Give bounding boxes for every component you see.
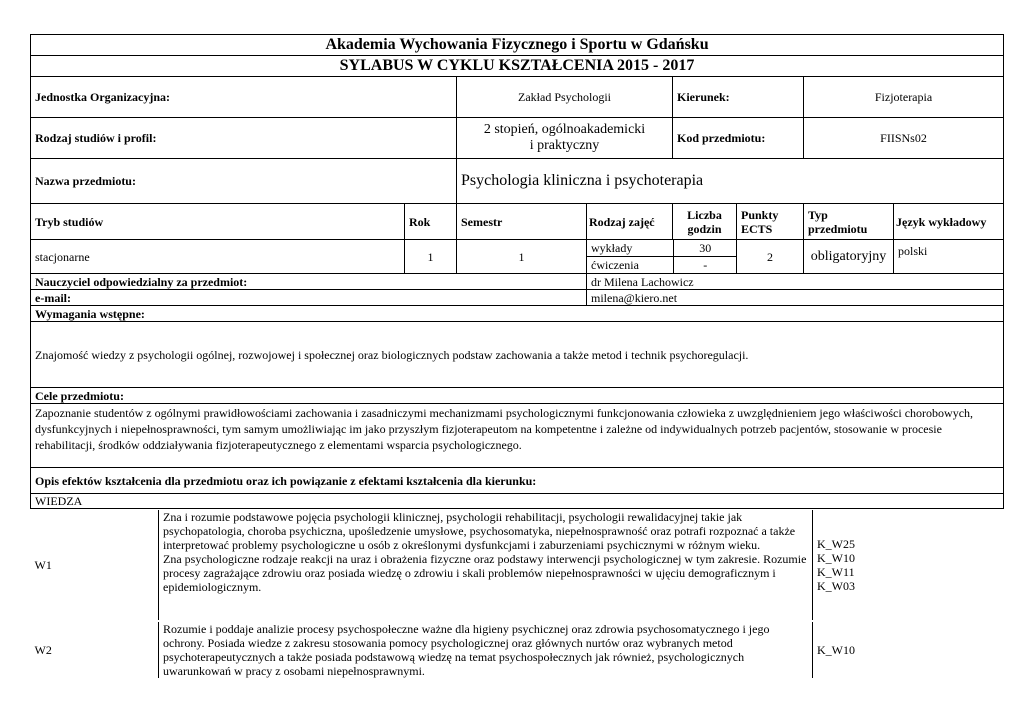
semester-value: 1 [457,240,587,274]
subject-type-value: obligatoryjny [804,240,894,274]
syllabus-page [30,34,1003,679]
teacher-value: dr Milena Lachowicz [587,274,1004,290]
teacher-label: Nauczyciel odpowiedzialny za przedmiot: [31,274,587,290]
hours-header: Liczba godzin [673,204,737,240]
outcome-code: K_W10 [817,642,856,657]
ects-header: Punkty ECTS [737,204,804,240]
prerequisites-label: Wymagania wstępne: [31,306,1004,322]
code-value: FIISNs02 [804,118,1004,159]
subject-type-header: Typ przedmiotu [804,204,894,240]
classes-cell [587,240,737,274]
table-row [31,622,1004,678]
outcome-table-w1 [31,510,1004,620]
class-type: ćwiczenia [591,258,639,272]
institution-title: Akademia Wychowania Fizycznego i Sportu w Gdańsku [31,35,1004,56]
syllabus-title: SYLABUS W CYKLU KSZTAŁCENIA 2015 - 2017 [31,56,1004,77]
table-row [31,510,1004,620]
semester-header: Semestr [457,204,587,240]
class-row [587,240,737,257]
code-label: Kod przedmiotu: [673,118,804,159]
class-hours: 30 [673,240,737,257]
outcome-code: K_W10 [817,550,856,565]
year-value: 1 [405,240,457,274]
outcome-text: Rozumie i poddaje analizie procesy psychospołeczne ważne dla higieny psychicznej oraz zdrowia psychosomatycznego i jego ochrony. Posiada wiedze z zakresu stosowania pomocy psychologicznej oraz głównych nurtów oraz wybranych metod psychoterapeutycznych a także posiada podstawową wiedzę na temat psychospołecznych jak również, psychologicznych uwarunkowań w pracy z osobami niepełnosprawnymi. [159,622,813,678]
outcome-row-w2 [31,621,1004,679]
unit-value: Zakład Psychologii [457,77,673,118]
study-type-line1: 2 stopień, ogólnoakademicki [483,122,646,137]
subject-label: Nazwa przedmiotu: [31,159,457,204]
outcome-codes [813,622,1004,678]
prerequisites-text: Znajomość wiedzy z psychologii ogólnej, rozwojowej i społecznej oraz biologicznych podstaw zachowania a także metod i technik psychoregulacji. [31,322,1004,388]
goals-label: Cele przedmiotu: [31,388,1004,404]
class-type-header: Rodzaj zajęć [587,204,673,240]
email-label: e-mail: [31,290,587,306]
field-value: Fizjoterapia [804,77,1004,118]
language-header: Język wykładowy [894,204,1004,240]
unit-label: Jednostka Organizacyjna: [31,77,457,118]
outcome-code: K_W03 [817,578,856,593]
outcome-id: W1 [34,557,52,572]
outcome-table-w2 [31,622,1004,678]
language-value: polski [894,240,1004,274]
outcome-code: K_W11 [817,564,855,579]
subject-value: Psychologia kliniczna i psychoterapia [457,159,1004,204]
syllabus-table [30,34,1004,679]
outcome-codes [813,510,1004,620]
outcomes-label: Opis efektów kształcenia dla przedmiotu oraz ich powiązanie z efektami kształcenia dla kierunku: [31,468,1004,494]
outcome-text-part1: Zna i rozumie podstawowe pojęcia psychologii klinicznej, psychologii rehabilitacji, psychologii rewalidacyjnej takie jak psychopatologia, choroba psychiczna, upośledzenie umysłowe, psychosomatyka, niepełnosprawność oraz potrafi rozpoznać a także interpretować problemy psychologiczne u osób z określonymi dysfunkcjami i zaburzeniami psychicznymi w różnym wieku. [163,509,796,552]
field-label: Kierunek: [673,77,804,118]
outcome-text-part2: Zna psychologiczne rodzaje reakcji na uraz i obrażenia fizyczne oraz podstawy interwencji psychologicznej w tym zakresie. Rozumie procesy zagrażające zdrowiu oraz posiada wiedzę o zdrowiu i skali problemów niepełnosprawności w ujęciu demograficznym i epidemiologicznym. [163,551,807,594]
class-hours: - [673,257,737,274]
outcome-id: W2 [34,642,52,657]
ects-value: 2 [737,240,804,274]
classes-table [587,240,737,273]
study-type-label: Rodzaj studiów i profil: [31,118,457,159]
goals-text: Zapoznanie studentów z ogólnymi prawidłowościami zachowania i zasadniczymi mechanizmami psychologicznymi funkcjonowania człowieka z uwzględnieniem jego właściwości chorobowych, dysfunkcyjnych i niepełnosprawności, tym samym umożliwiając im jako przyszłym fizjoterapeutom na kompetentne i zależne od indywidualnych potrzeb pacjentów, stosowanie w procesie rehabilitacji, środków oddziaływania fizjoterapeutycznego z elementami wsparcia psychologicznego. [31,404,1004,468]
mode-value: stacjonarne [31,240,405,274]
class-row [587,257,737,274]
study-type-line2: i praktyczny [529,138,600,153]
email-value: milena@kiero.net [587,290,1004,306]
mode-header: Tryb studiów [31,204,405,240]
year-header: Rok [405,204,457,240]
study-type-value [457,118,673,159]
class-type: wykłady [587,240,673,257]
outcome-text [159,510,813,620]
outcome-code: K_W25 [817,536,856,551]
outcomes-section: WIEDZA [31,494,1004,509]
outcome-row-w1 [31,509,1004,621]
